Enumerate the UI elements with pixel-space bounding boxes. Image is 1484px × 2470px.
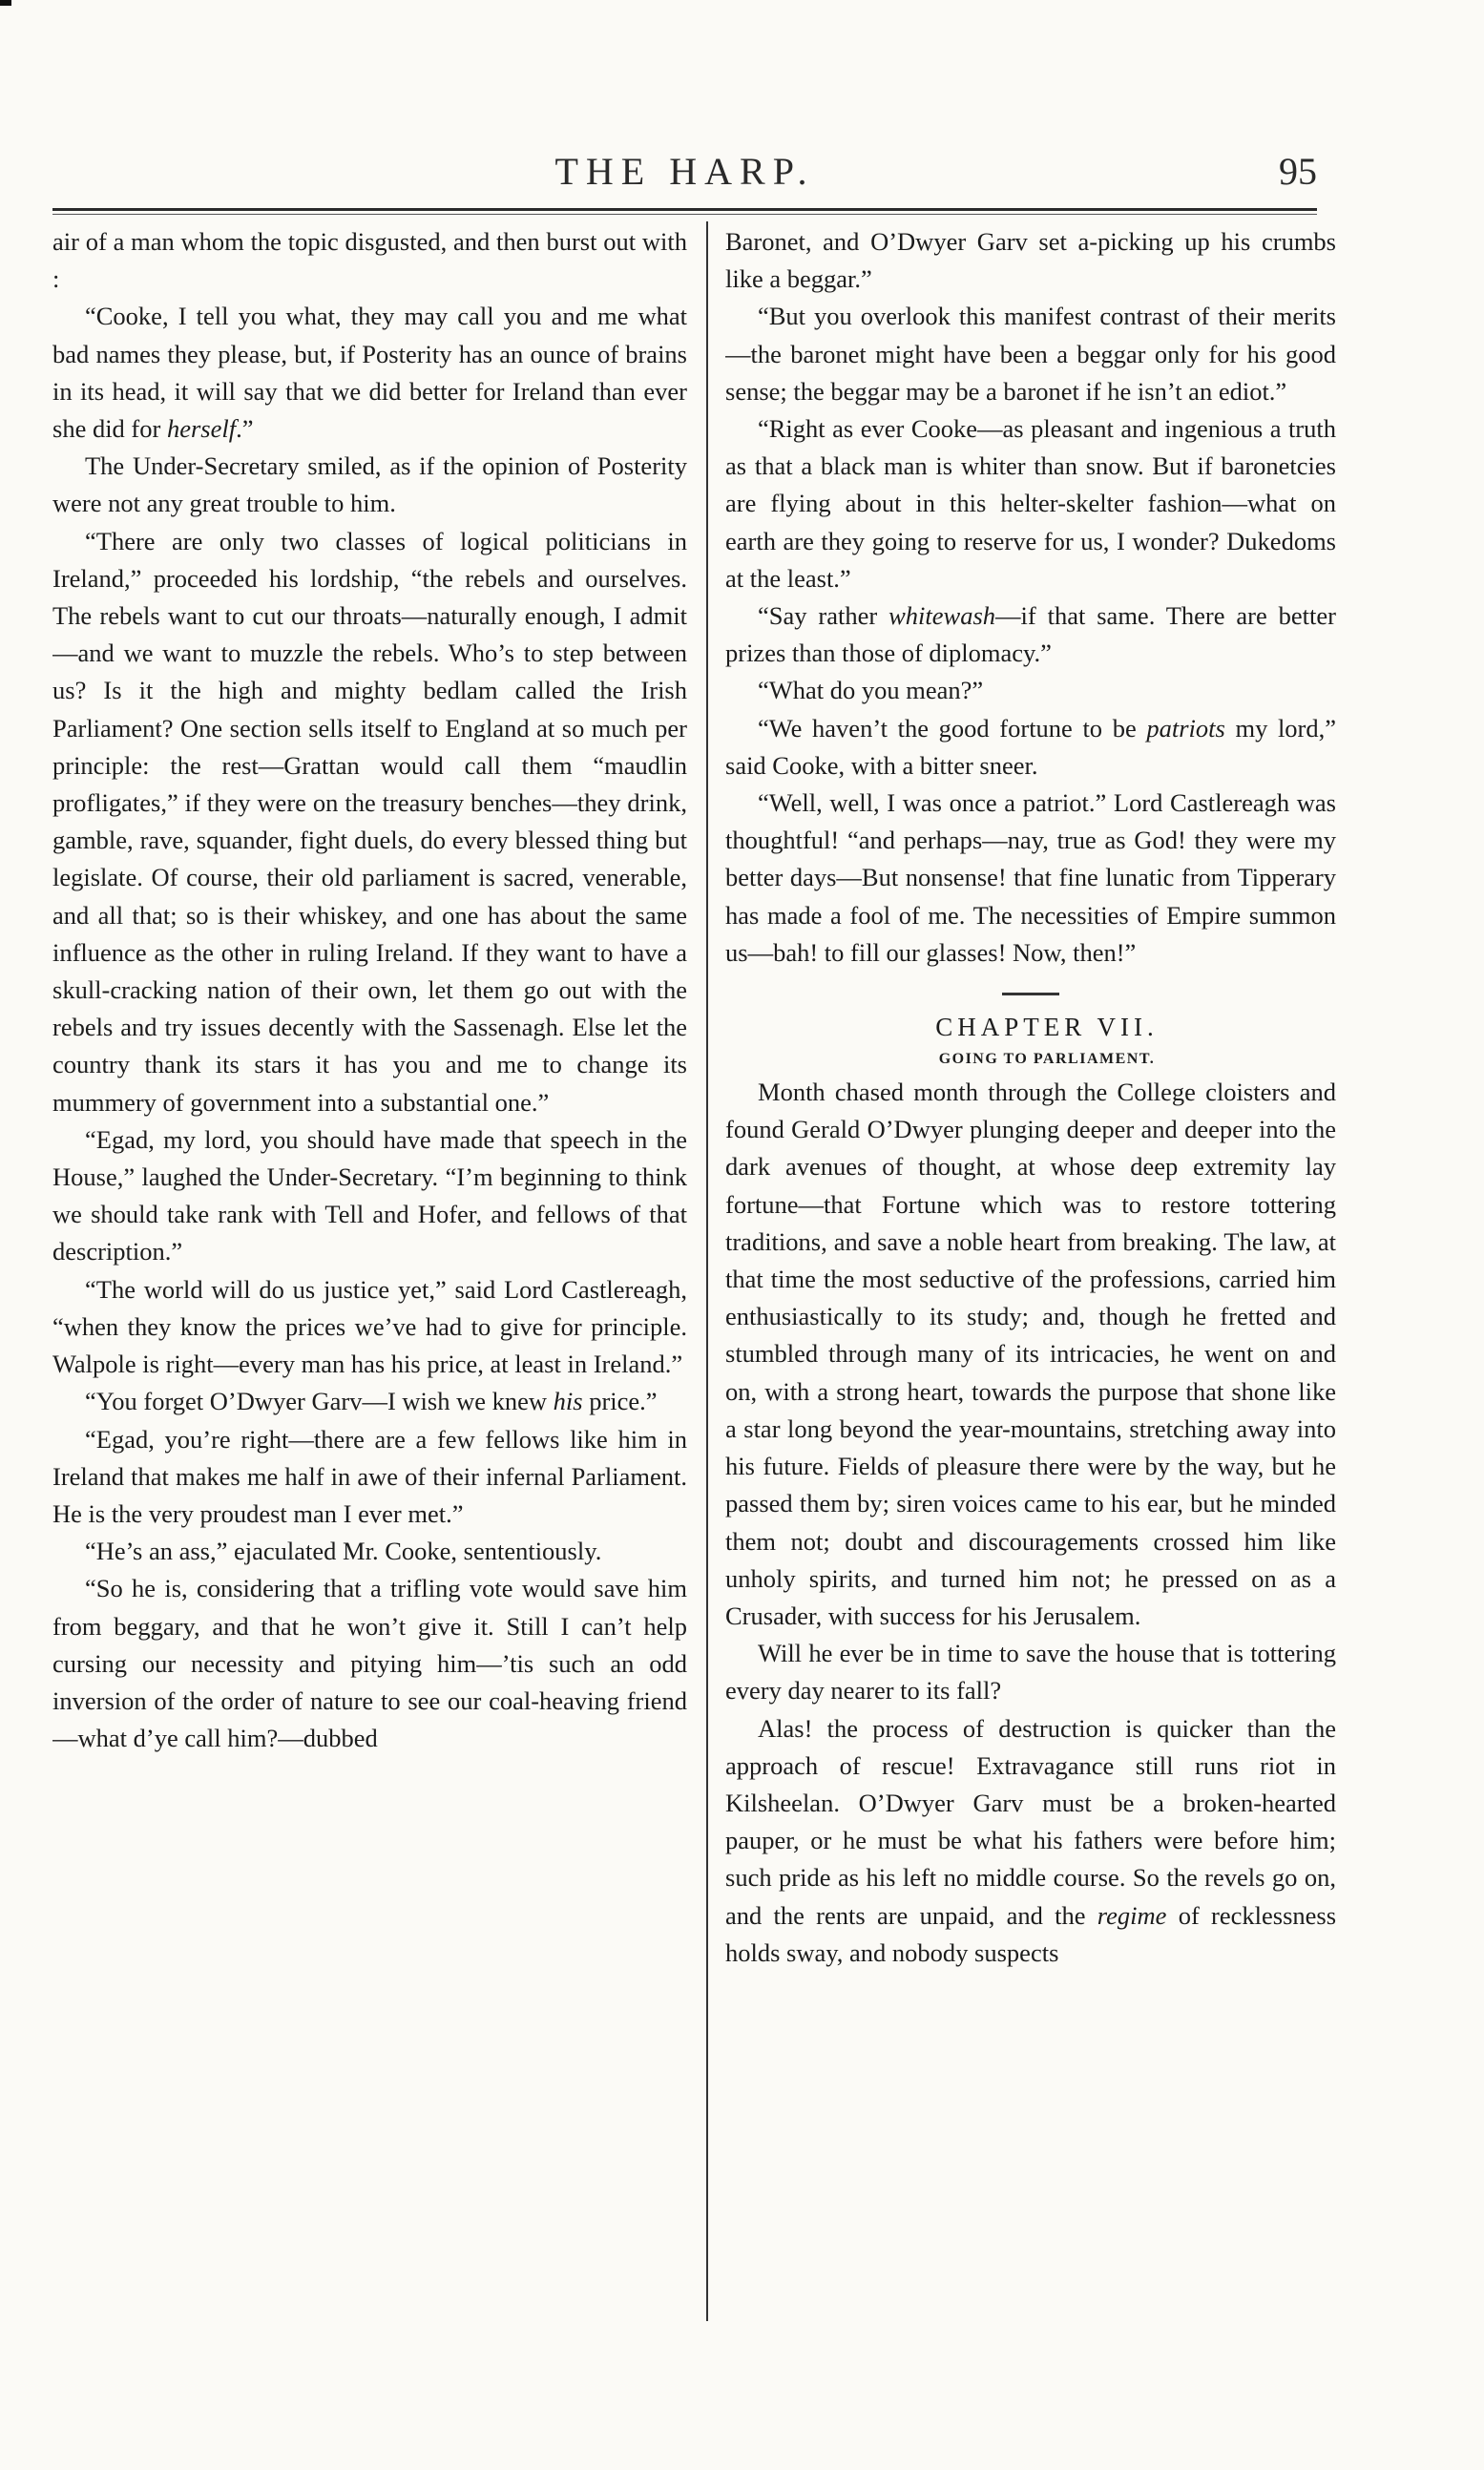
header-rule: [52, 208, 1317, 211]
paragraph: The Under-Secretary smiled, as if the opinion of Posterity were not any great trouble to him.: [52, 451, 687, 518]
chapter-separator: [1002, 993, 1059, 995]
running-title: THE HARP.: [554, 150, 815, 193]
page-header: [52, 143, 1317, 200]
chapter-heading: CHAPTER VII.: [935, 1013, 1159, 1042]
paragraph: “Egad, my lord, you should have made that speech in the House,” laughed the Under-Secretary. “I’m beginning to think we should take rank with Tell and Hofer, and fellows of that description.”: [52, 1124, 687, 1266]
chapter-subtitle: GOING TO PARLIAMENT.: [938, 1051, 1156, 1068]
paragraph: “Say rather whitewash—if that same. There are better prizes than those of diplomacy.”: [725, 601, 1336, 668]
right-column: [725, 223, 1336, 2323]
paragraph: “He’s an ass,” ejaculated Mr. Cooke, sententiously.: [85, 1537, 602, 1566]
paragraph: Alas! the process of destruction is quicker than the approach of rescue! Extravagance still runs riot in Kilsheelan. O’Dwyer Garv must be a broken-hearted pauper, or he must be what his fathers were before him; such pride as his left no middle course. So the revels go on, and the rents are unpaid, and the regime of recklessness holds sway, and nobody suspects: [725, 1713, 1336, 1967]
paragraph: “The world will do us justice yet,” said Lord Castlereagh, “when they know the prices we’ve had to give for principle. Walpole is right—every man has his price, at least in Ireland.”: [52, 1274, 687, 1379]
paragraph: Will he ever be in time to save the house that is tottering every day nearer to its fall?: [725, 1639, 1336, 1706]
paragraph: “But you overlook this manifest contrast of their merits—the baronet might have been a beggar only for his good sense; the beggar may be a baronet if he isn’t an ediot.”: [725, 302, 1336, 406]
paragraph: “Cooke, I tell you what, they may call you and me what bad names they please, but, if Posterity has an ounce of brains in its head, it will say that we did better for Ireland than ever she did for herself.”: [52, 302, 687, 444]
paragraph: “We haven’t the good fortune to be patriots my lord,” said Cooke, with a bitter sneer.: [725, 713, 1336, 780]
paragraph: “There are only two classes of logical politicians in Ireland,” proceeded his lordship, “the rebels and ourselves. The rebels want to cut our throats—naturally enough, I admit—and we want to muzzle the rebels. Who’s to step between us? Is it the high and mighty bedlam called the Irish Parliament? One section sells itself to England at so much per principle: the rest—Grattan would call them “maudlin profligates,” if they were on the treasury benches—they drink, gamble, rave, squander, fight duels, do every blessed thing but legislate. Of course, their old parliament is sacred, venerable, and all that; so is their whiskey, and one has about the same influence as the other in ruling Ireland. If they want to have a skull-cracking nation of their own, let them go out with the rebels and try issues decently with the Sassenagh. Else let the country thank its stars it has you and me to change its mummery of government into a substantial one.”: [52, 526, 687, 1117]
scan-corner-mark: [0, 0, 11, 6]
paragraph: “Well, well, I was once a patriot.” Lord Castlereagh was thoughtful! “and perhaps—nay, true as God! they were my better days—But nonsense! that fine lunatic from Tipperary has made a fool of me. The necessities of Empire summon us—bah! to fill our glasses! Now, then!”: [725, 788, 1336, 967]
paragraph: “Right as ever Cooke—as pleasant and ingenious a truth as that a black man is whiter than snow. But if baronetcies are flying about in this helter-skelter fashion—what on earth are they going to reserve for us, I wonder? Dukedoms at the least.”: [725, 414, 1336, 593]
paragraph: air of a man whom the topic disgusted, and then burst out with :: [52, 227, 687, 294]
page-number: 95: [1279, 150, 1317, 193]
left-column: [52, 223, 687, 2323]
paragraph: Month chased month through the College cloisters and found Gerald O’Dwyer plunging deeper and deeper into the dark avenues of thought, at whose deep extremity lay fortune—that Fortune which was to restore tottering traditions, and save a noble heart from breaking. The law, at that time the most seductive of the professions, carried him enthusiastically to its study; and, though he fretted and stumbled through many of its intricacies, he went on and on, with a strong heart, towards the purpose that shone like a star long beyond the year-mountains, stretching away into his future. Fields of pleasure there were by the way, but he passed them by; siren voices came to his ear, but he minded them not; doubt and discouragements crossed him like unholy spirits, and turned him not; he pressed on as a Crusader, with success for his Jerusalem.: [725, 1078, 1336, 1630]
paragraph: “So he is, considering that a trifling vote would save him from beggary, and that he won’t give it. Still I can’t help cursing our necessity and pitying him—’tis such an odd inversion of the order of nature to see our coal-heaving friend—what d’ye call him?—dubbed: [52, 1574, 687, 1753]
paragraph: “You forget O’Dwyer Garv—I wish we knew his price.”: [85, 1387, 658, 1416]
paragraph: “Egad, you’re right—there are a few fellows like him in Ireland that makes me half in awe of their infernal Parliament. He is the very proudest man I ever met.”: [52, 1424, 687, 1528]
header-rule-thin: [52, 214, 1317, 215]
column-divider: [706, 221, 708, 2321]
paragraph: “What do you mean?”: [758, 676, 984, 705]
paragraph: Baronet, and O’Dwyer Garv set a-picking up his crumbs like a beggar.”: [725, 227, 1336, 294]
